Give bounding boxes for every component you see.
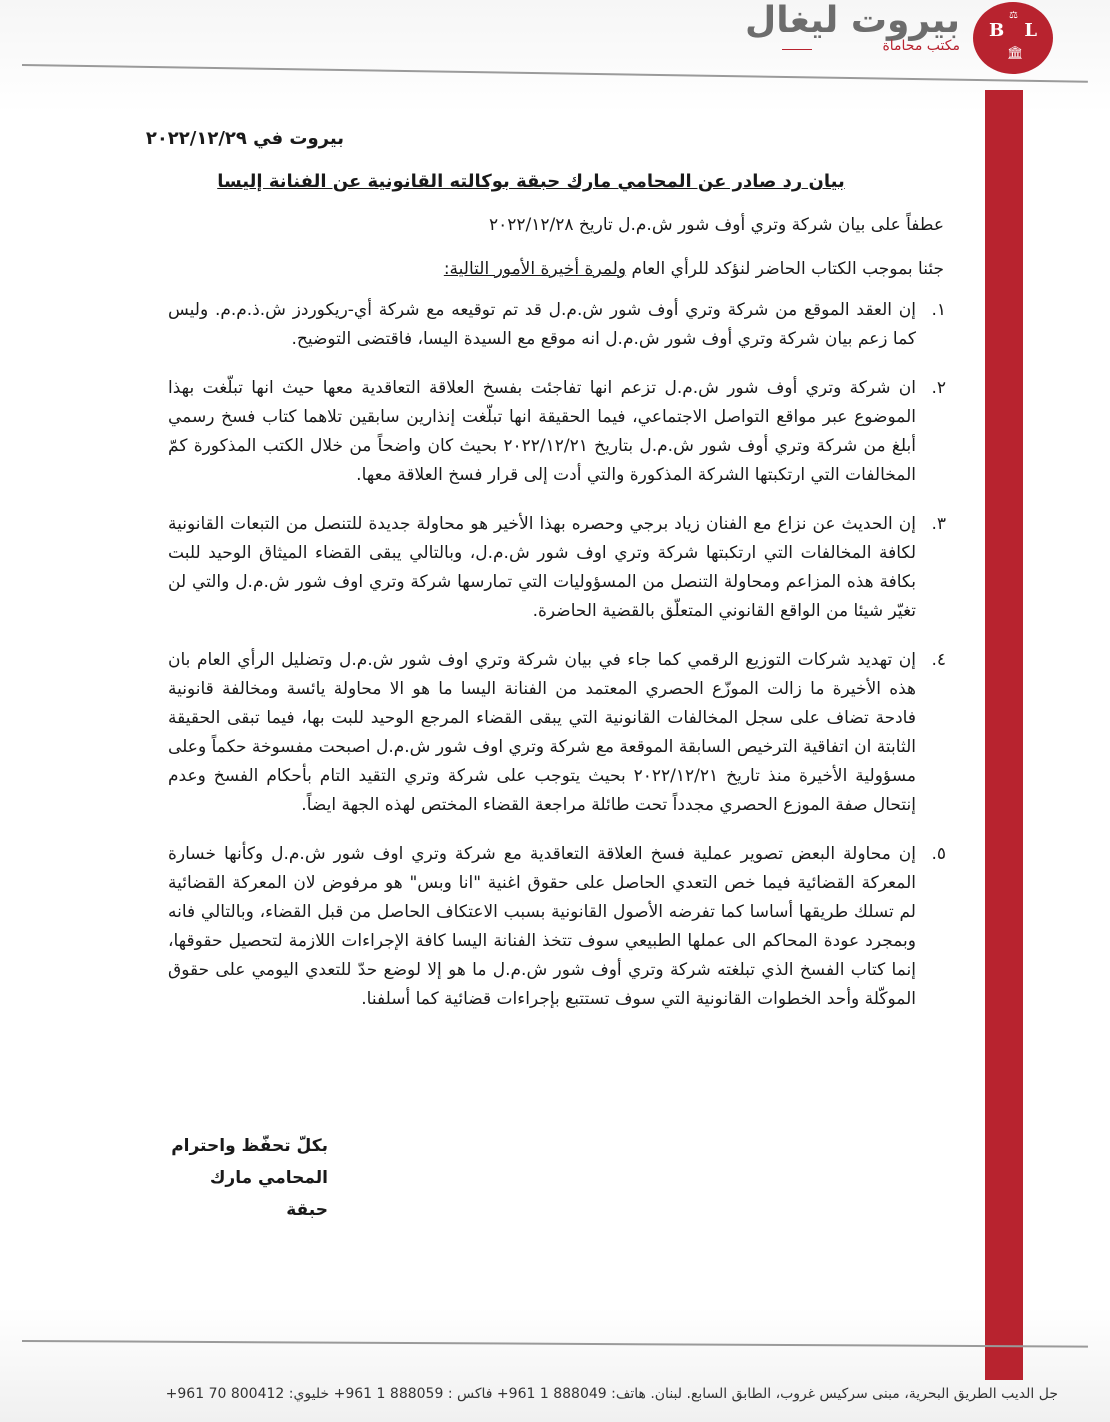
- item-text: إن تهديد شركات التوزيع الرقمي كما جاء في بيان شركة وتري اوف شور ش.م.ل وتضليل الرأي العام بان هذه الأخيرة ما زالت الموزّع الحصري المعتمد من الفنانة اليسا ما هو الا محاولة يائسة ومخالفة قانونية فادحة تضاف على سجل المخالفات القانونية التي يبقى القضاء المرجع الوحيد للبت بها، فيما تبقى الحقيقة الثابتة ان اتفاقية الترخيص السابقة الموقعة مع شركة وتري اوف شور ش.م.ل اصبحت مفسوخة حكماً وعلى مسؤولية الأخيرة منذ تاريخ ٢٠٢٢/١٢/٢١ بحيث يتوجب على شركة وتري التقيد التام بأحكام الفسخ وعدم إنتحال صفة الموزع الحصري مجدداً تحت طائلة مراجعة القضاء المختص لهذه الجهة ايضاً.: [168, 650, 916, 815]
- item-number: ٤.: [931, 650, 946, 670]
- intro-prefix: جئنا بموجب الكتاب الحاضر لنؤكد للرأي العام: [626, 259, 944, 279]
- brand-subtitle: مكتب محاماة: [882, 38, 960, 54]
- letter-body: [145, 128, 946, 1034]
- statement-list: [168, 296, 944, 1014]
- letter-date: بيروت في ٢٠٢٢/١٢/٢٩: [145, 128, 344, 149]
- signer-name: المحامي مارك حبقة: [209, 1168, 328, 1220]
- brand-subtitle-rule: [782, 49, 812, 50]
- item-number: ٥.: [931, 844, 946, 864]
- list-item: [168, 374, 944, 490]
- list-item: [168, 840, 944, 1014]
- item-text: إن محاولة البعض تصوير عملية فسخ العلاقة التعاقدية مع شركة وتري اوف شور ش.م.ل وكأنها خسارة المعركة القضائية فيما خص التعدي الحاصل على حقوق اغنية "انا وبس" هو مرفوض لان المعركة القضائية لم تسلك طريقها أساسا كما تفرضه الأصول القانونية بسبب الاعتكاف الحاصل من قبل القضاء، وبالتالي فانه وبمجرد عودة المحاكم الى عملها الطبيعي سوف تتخذ الفنانة اليسا كافة الإجراءات اللازمة لتحصيل حقوقها، إنما كتاب الفسخ الذي تبلغته شركة وتري أوف شور ش.م.ل ما هو إلا لوضع حدّ للتعدي اليومي على حقوق الموكّلة وأحد الخطوات القانونية التي سوف تستتبع بإجراءات قضائية كما أسلفنا.: [168, 844, 916, 1009]
- list-item: [168, 296, 944, 354]
- footer-contact: جل الديب الطريق البحرية، مبنى سركيس غروب، الطابق السابع. لبنان. هاتف: 888049 1 961+ فاكس : 888059 1 961+ خليوي: 800412 70 961+: [165, 1386, 1058, 1402]
- side-accent-bar: [985, 90, 1023, 1380]
- list-item: [168, 510, 944, 626]
- item-text: إن الحديث عن نزاع مع الفنان زياد برجي وحصره بهذا الأخير هو محاولة جديدة للتنصل من التبعات القانونية لكافة المخالفات التي ارتكبتها شركة وتري اوف شور ش.م.ل، وبالتالي يبقى القضاء الميثاق الوحيد للبت بكافة هذه المزاعم ومحاولة التنصل من المسؤوليات التي تمارسها شركة وتري اوف شور ش.م.ل والتي لن تغيّر شيئا من الواقع القانوني المتعلّق بالقضية الحاضرة.: [168, 514, 916, 621]
- logo-letter-b: B: [989, 20, 1005, 41]
- signature-block: [168, 1130, 328, 1226]
- letter-heading: بيان رد صادر عن المحامي مارك حبقة بوكالته القانونية عن الفنانة إليسا: [217, 171, 845, 192]
- item-number: ٢.: [931, 378, 946, 398]
- list-item: [168, 646, 944, 820]
- item-number: ١.: [931, 300, 946, 320]
- scales-icon: ⚖: [1009, 10, 1018, 21]
- intro-underlined: ولمرة أخيرة الأمور التالية:: [443, 259, 627, 279]
- item-text: إن العقد الموقع من شركة وتري أوف شور ش.م.ل قد تم توقيعه مع شركة أي-ريكوردز ش.ذ.م.م. وليس كما زعم بيان شركة وتري أوف شور ش.م.ل انه موقع مع السيدة اليسا، فاقتضى التوضيح.: [168, 300, 916, 349]
- building-icon: 🏛: [1007, 46, 1024, 61]
- item-text: ان شركة وتري أوف شور ش.م.ل تزعم انها تفاجئت بفسخ العلاقة التعاقدية معها حيث انها تبلّغت بهذا الموضوع عبر مواقع التواصل الاجتماعي، فيما الحقيقة انها تبلّغت إنذارين سابقين تلاهما كتاب فسخ رسمي أبلغ من شركة وتري أوف شور ش.م.ل بتاريخ ٢٠٢٢/١٢/٢١ بحيث كان واضحاً من خلال الكتب المذكورة كمّ المخالفات التي ارتكبتها الشركة المذكورة والتي أدت إلى قرار فسخ العلاقة معها.: [168, 378, 916, 485]
- brand-logo: [973, 2, 1053, 74]
- item-number: ٣.: [931, 514, 946, 534]
- logo-letter-l: L: [1024, 20, 1037, 41]
- letter-intro-second: [168, 254, 944, 284]
- letter-intro: عطفاً على بيان شركة وتري أوف شور ش.م.ل تاريخ ٢٠٢٢/١٢/٢٨: [489, 215, 944, 235]
- sign-off: بكلّ تحفّظ واحترام: [171, 1136, 328, 1156]
- brand-name: بيروت ليغال: [745, 0, 960, 41]
